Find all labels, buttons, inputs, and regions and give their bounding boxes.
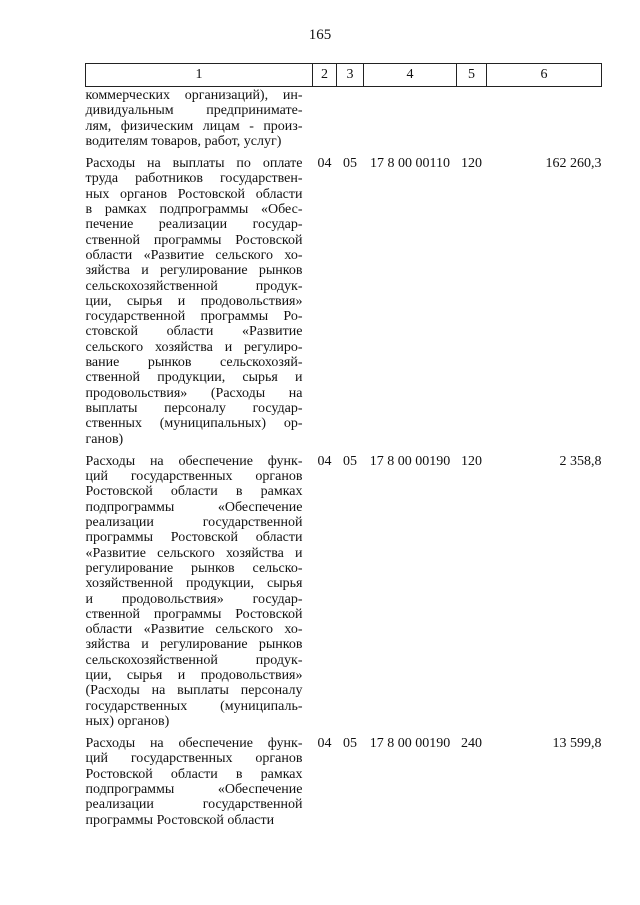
header-col-4: 4 — [364, 64, 457, 87]
description-line: ственной программы Ростовской — [85, 232, 303, 248]
description-line: продовольствия» (Расходы на — [85, 385, 303, 401]
description-line: ных) органов) — [85, 713, 170, 729]
description-line: ций государственных органов — [85, 469, 303, 485]
row-csr-code: 17 8 00 00190 — [369, 736, 451, 752]
description-line: ганов) — [85, 431, 124, 447]
row-rz-code: 04 — [317, 453, 332, 469]
description-line: реализации государственной — [85, 515, 303, 531]
description-line: «Развитие сельского хозяйства и — [85, 545, 303, 561]
description-line: зяйства и регулирование рынков — [85, 263, 303, 279]
description-line: государственной программы Ро- — [85, 309, 303, 325]
description-line: Ростовской области в рамках — [85, 484, 303, 500]
description-line: сельскохозяйственной продук- — [85, 652, 303, 668]
description-line: (Расходы на выплаты персоналу — [85, 683, 303, 699]
row-amount: 162 260,3 — [545, 156, 602, 172]
description-line: регулирование рынков сельско- — [85, 560, 303, 576]
description-line: Расходы на обеспечение функ- — [85, 453, 303, 469]
description-line: области «Развитие сельского хо- — [85, 622, 303, 638]
description-line: программы Ростовской области — [85, 812, 275, 828]
row-pr-code: 05 — [343, 736, 357, 752]
description-line: лям, физическим лицам - произ- — [85, 118, 303, 134]
row-rz-code: 04 — [317, 736, 332, 752]
description-line: ственной продукции, сырья и — [85, 370, 303, 386]
row-description — [86, 149, 313, 447]
description-line: ций государственных органов — [85, 751, 303, 767]
row-pr-code: 05 — [343, 453, 357, 469]
table-row — [86, 729, 602, 828]
description-line: ственной программы Ростовской — [85, 606, 303, 622]
table-body — [86, 87, 602, 828]
description-line: Расходы на выплаты по оплате — [85, 156, 303, 172]
description-line: сельского хозяйства и регулиро- — [85, 339, 303, 355]
description-line: водителям товаров, работ, услуг) — [85, 133, 282, 149]
row-csr-code: 17 8 00 00190 — [369, 453, 451, 469]
description-line: стовской области «Развитие — [85, 324, 303, 340]
description-line: реализации государственной — [85, 797, 303, 813]
table-row — [86, 447, 602, 729]
description-line: и продовольствия» государ- — [85, 591, 303, 607]
description-line: ции, сырья и продовольствия» — [85, 293, 303, 309]
header-col-1: 1 — [86, 64, 313, 87]
description-line: труда работников государствен- — [85, 171, 303, 187]
description-line: зяйства и регулирование рынков — [85, 637, 303, 653]
description-line: выплаты персоналу государ- — [85, 400, 303, 416]
table-row-continuation — [86, 87, 602, 150]
description-line: коммерческих организаций), ин- — [85, 88, 303, 103]
page-number: 165 — [308, 27, 332, 43]
row-csr-code: 17 8 00 00110 — [370, 156, 450, 172]
row-description — [86, 729, 313, 828]
description-line: вание рынков сельскохозяй- — [85, 355, 303, 371]
row-vr-code: 240 — [461, 736, 482, 752]
description-line: области «Развитие сельского хо- — [85, 247, 303, 263]
description-line: сельскохозяйственной продук- — [85, 278, 303, 294]
header-col-3: 3 — [337, 64, 364, 87]
description-line: в рамках подпрограммы «Обес- — [85, 202, 303, 218]
header-col-6: 6 — [487, 64, 602, 87]
description-line: печение реализации государ- — [85, 217, 303, 233]
description-line: Расходы на обеспечение функ- — [85, 736, 303, 752]
description-line: Ростовской области в рамках — [85, 766, 303, 782]
description-line: хозяйственной продукции, сырья — [85, 576, 303, 592]
description-line: дивидуальным предпринимате- — [85, 103, 303, 119]
description-line: государственных (муниципаль- — [85, 698, 303, 714]
row-pr-code: 05 — [343, 156, 357, 172]
description-line: подпрограммы «Обеспечение — [85, 782, 303, 798]
row-description — [86, 87, 313, 150]
description-line: ных органов Ростовской области — [85, 186, 303, 202]
table-header — [86, 64, 602, 87]
description-line: программы Ростовской области — [85, 530, 303, 546]
row-amount: 13 599,8 — [552, 736, 602, 752]
header-col-2: 2 — [313, 64, 337, 87]
row-description — [86, 447, 313, 729]
table-row — [86, 149, 602, 447]
row-vr-code: 120 — [461, 156, 482, 172]
row-amount: 2 358,8 — [559, 453, 602, 469]
description-line: подпрограммы «Обеспечение — [85, 499, 303, 515]
description-line: ции, сырья и продовольствия» — [85, 667, 303, 683]
row-vr-code: 120 — [461, 453, 482, 469]
budget-table — [85, 63, 602, 828]
description-line: ственных (муниципальных) ор- — [85, 416, 303, 432]
header-col-5: 5 — [457, 64, 487, 87]
row-rz-code: 04 — [317, 156, 332, 172]
